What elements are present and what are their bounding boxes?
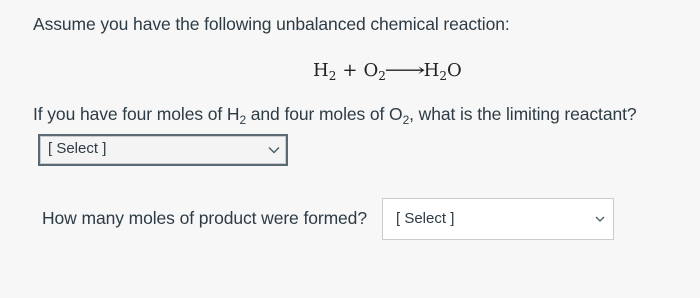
equation-reactant-h: H: [313, 60, 329, 81]
equation-arrow: ⟶: [384, 60, 426, 81]
equation-product-h: H: [423, 60, 440, 81]
chevron-down-icon: [268, 144, 280, 156]
limiting-reactant-select-value: [ Select ]: [48, 140, 107, 157]
equation-product-o: O: [447, 60, 462, 81]
question2-part1: If you have four moles of H: [33, 104, 240, 124]
question2-o2-subscript: 2: [402, 113, 410, 127]
equation-plus: +: [342, 60, 358, 81]
limiting-reactant-question: [33, 104, 636, 127]
question2-part3: , what is the limiting reactant?: [409, 104, 637, 124]
question-intro-text: Assume you have the following unbalanced chemical reaction:: [33, 14, 510, 34]
limiting-reactant-select[interactable]: [38, 134, 288, 166]
equation-reactant-o-subscript: 2: [378, 69, 386, 83]
equation-reactant-o: O: [363, 60, 379, 81]
moles-product-select[interactable]: [382, 198, 614, 240]
chevron-down-icon: [595, 214, 605, 224]
moles-product-question: How many moles of product were formed?: [42, 208, 367, 228]
chemical-equation: [313, 60, 462, 83]
equation-product-subscript: 2: [439, 69, 447, 83]
equation-reactant-h-subscript: 2: [328, 69, 337, 83]
question2-part2: and four moles of O: [246, 104, 403, 124]
moles-product-select-value: [ Select ]: [396, 210, 455, 227]
question2-h2-subscript: 2: [239, 113, 247, 127]
